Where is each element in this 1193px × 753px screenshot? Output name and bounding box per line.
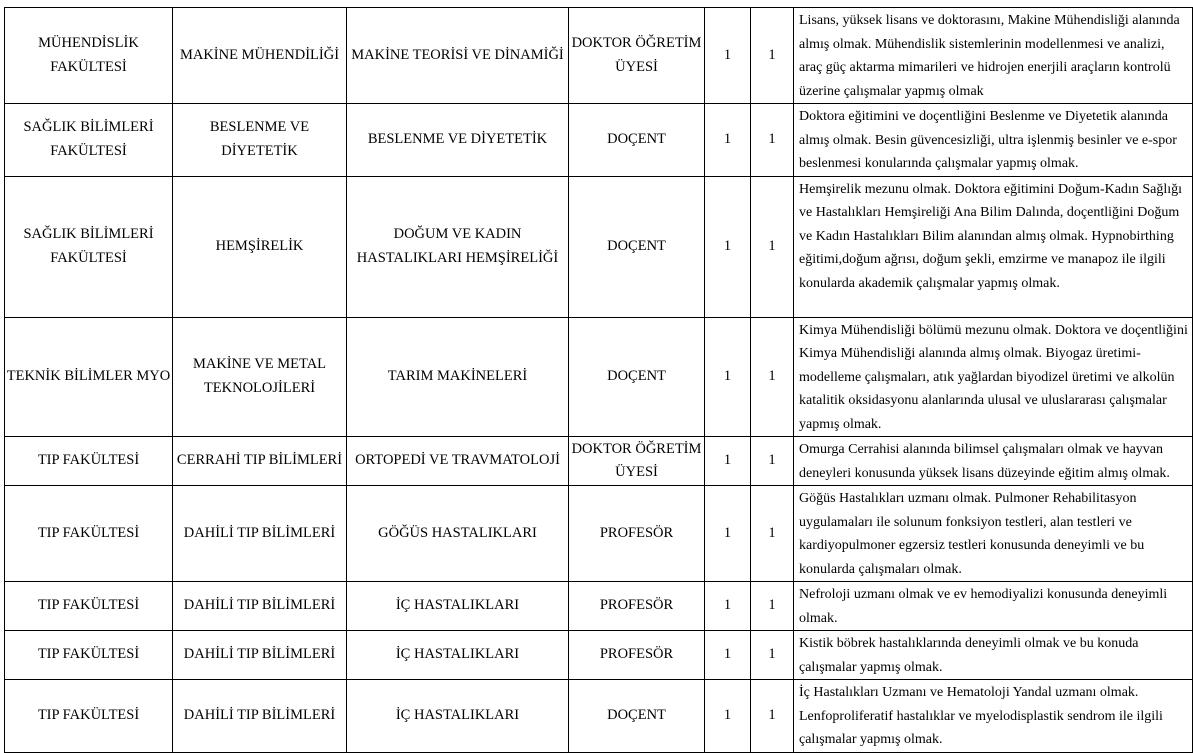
degree-cell: 1 — [705, 437, 751, 486]
table-row — [5, 582, 1193, 631]
faculty-cell: TEKNİK BİLİMLER MYO — [5, 317, 173, 437]
positions-table — [4, 7, 1193, 753]
count-cell: 1 — [751, 582, 794, 631]
requirements-cell: Nefroloji uzmanı olmak ve ev hemodiyalizi konusunda deneyimli olmak. — [794, 582, 1193, 631]
department-cell: BESLENME VE DİYETETİK — [173, 104, 347, 177]
degree-cell: 1 — [705, 8, 751, 104]
count-cell: 1 — [751, 680, 794, 753]
degree-cell: 1 — [705, 582, 751, 631]
requirements-cell: Lisans, yüksek lisans ve doktorasını, Makine Mühendisliği alanında almış olmak. Mühendislik sistemlerinin modellenmesi ve analizi, araç güç aktarma mimarileri ve hidrojen enerjili araçların kontrolü üzerine çalışmalar yapmış olmak — [794, 8, 1193, 104]
faculty-cell: SAĞLIK BİLİMLERİ FAKÜLTESİ — [5, 176, 173, 317]
requirements-cell: Göğüs Hastalıkları uzmanı olmak. Pulmoner Rehabilitasyon uygulamaları ile solunum fonksiyon testleri, alan testleri ve kardiyopulmoner egzersiz testleri konusunda deneyimli ve bu konularda çalışmaları olmak. — [794, 486, 1193, 582]
degree-cell: 1 — [705, 680, 751, 753]
degree-cell: 1 — [705, 104, 751, 177]
degree-cell: 1 — [705, 486, 751, 582]
department-cell: MAKİNE VE METAL TEKNOLOJİLERİ — [173, 317, 347, 437]
department-cell: DAHİLİ TIP BİLİMLERİ — [173, 680, 347, 753]
program-cell: DOĞUM VE KADIN HASTALIKLARI HEMŞİRELİĞİ — [347, 176, 569, 317]
department-cell: DAHİLİ TIP BİLİMLERİ — [173, 582, 347, 631]
program-cell: TARIM MAKİNELERİ — [347, 317, 569, 437]
count-cell: 1 — [751, 176, 794, 317]
department-cell: CERRAHİ TIP BİLİMLERİ — [173, 437, 347, 486]
program-cell: GÖĞÜS HASTALIKLARI — [347, 486, 569, 582]
requirements-cell: İç Hastalıkları Uzmanı ve Hematoloji Yandal uzmanı olmak. Lenfoproliferatif hastalıklar ve myelodisplastik sendrom ile ilgili çalışmalar yapmış olmak. — [794, 680, 1193, 753]
program-cell: ORTOPEDİ VE TRAVMATOLOJİ — [347, 437, 569, 486]
table-row — [5, 104, 1193, 177]
count-cell: 1 — [751, 8, 794, 104]
program-cell: İÇ HASTALIKLARI — [347, 631, 569, 680]
title-cell: PROFESÖR — [569, 486, 705, 582]
table-row — [5, 176, 1193, 317]
program-cell: İÇ HASTALIKLARI — [347, 680, 569, 753]
count-cell: 1 — [751, 104, 794, 177]
faculty-cell: SAĞLIK BİLİMLERİ FAKÜLTESİ — [5, 104, 173, 177]
count-cell: 1 — [751, 486, 794, 582]
title-cell: PROFESÖR — [569, 582, 705, 631]
count-cell: 1 — [751, 437, 794, 486]
degree-cell: 1 — [705, 176, 751, 317]
title-cell: DOKTOR ÖĞRETİM ÜYESİ — [569, 437, 705, 486]
department-cell: MAKİNE MÜHENDİLİĞİ — [173, 8, 347, 104]
title-cell: DOÇENT — [569, 104, 705, 177]
table-row — [5, 486, 1193, 582]
department-cell: HEMŞİRELİK — [173, 176, 347, 317]
degree-cell: 1 — [705, 317, 751, 437]
table-row — [5, 680, 1193, 753]
title-cell: DOÇENT — [569, 317, 705, 437]
table-row — [5, 631, 1193, 680]
program-cell: İÇ HASTALIKLARI — [347, 582, 569, 631]
table-row — [5, 437, 1193, 486]
department-cell: DAHİLİ TIP BİLİMLERİ — [173, 486, 347, 582]
requirements-cell: Kistik böbrek hastalıklarında deneyimli olmak ve bu konuda çalışmalar yapmış olmak. — [794, 631, 1193, 680]
title-cell: DOKTOR ÖĞRETİM ÜYESİ — [569, 8, 705, 104]
requirements-cell: Doktora eğitimini ve doçentliğini Beslenme ve Diyetetik alanında almış olmak. Besin güvencesizliği, ultra işlenmiş besinler ve e-spor beslenmesi konularında çalışmalar yapmış olmak. — [794, 104, 1193, 177]
program-cell: MAKİNE TEORİSİ VE DİNAMİĞİ — [347, 8, 569, 104]
department-cell: DAHİLİ TIP BİLİMLERİ — [173, 631, 347, 680]
title-cell: PROFESÖR — [569, 631, 705, 680]
faculty-cell: TIP FAKÜLTESİ — [5, 582, 173, 631]
requirements-cell: Kimya Mühendisliği bölümü mezunu olmak. Doktora ve doçentliğini Kimya Mühendisliği alanında almış olmak. Biyogaz üretimi-modelleme çalışmaları, atık yağlardan biyodizel üretimi ve alkolün katalitik oksidasyonu alanlarında ulusal ve uluslararası çalışmalar yapmış olmak. — [794, 317, 1193, 437]
requirements-cell: Omurga Cerrahisi alanında bilimsel çalışmaları olmak ve hayvan deneyleri konusunda yüksek lisans düzeyinde eğitim almış olmak. — [794, 437, 1193, 486]
title-cell: DOÇENT — [569, 176, 705, 317]
faculty-cell: TIP FAKÜLTESİ — [5, 437, 173, 486]
degree-cell: 1 — [705, 631, 751, 680]
program-cell: BESLENME VE DİYETETİK — [347, 104, 569, 177]
faculty-cell: TIP FAKÜLTESİ — [5, 486, 173, 582]
faculty-cell: TIP FAKÜLTESİ — [5, 631, 173, 680]
table-row — [5, 8, 1193, 104]
title-cell: DOÇENT — [569, 680, 705, 753]
count-cell: 1 — [751, 631, 794, 680]
faculty-cell: MÜHENDİSLİK FAKÜLTESİ — [5, 8, 173, 104]
count-cell: 1 — [751, 317, 794, 437]
table-row — [5, 317, 1193, 437]
faculty-cell: TIP FAKÜLTESİ — [5, 680, 173, 753]
requirements-cell: Hemşirelik mezunu olmak. Doktora eğitimini Doğum-Kadın Sağlığı ve Hastalıkları Hemşireliği Ana Bilim Dalında, doçentliğini Doğum ve Kadın Hastalıkları Bilim alanından almış olmak. Hypnobirthing eğitimi,doğum ağrısı, doğum şekli, emzirme ve manapoz ile ilgili konularda akademik çalışmalar yapmış olmak. — [794, 176, 1193, 317]
